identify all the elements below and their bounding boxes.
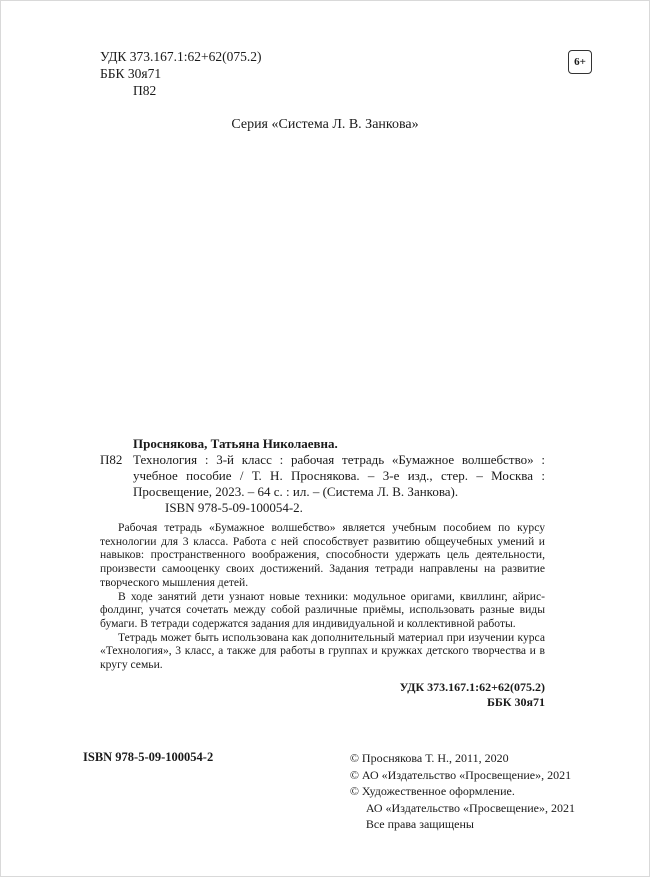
copyright-line: © АО «Издательство «Просвещение», 2021 (349, 767, 572, 782)
copyright-line: © Проснякова Т. Н., 2011, 2020 (349, 751, 509, 765)
bbk-code-bottom: ББК 30я71 (486, 694, 545, 709)
copyright-block (350, 750, 575, 833)
bibliographic-description: Технология : 3-й класс : рабочая тетрадь «Бумажное волшебство» : учебное пособие / Т. Н. Проснякова. – 3-е изд., стер. – Москва : Просвещение, 2023. – 64 с. : ил. – (Система Л. В. Занкова). (133, 452, 545, 499)
isbn-footer: ISBN 978-5-09-100054-2 (83, 750, 214, 764)
annotation-paragraph: Тетрадь может быть использована как дополнительный материал при изучении курса «Технология», 3 класс, а также для работы в группах и кружках детского творчества и в кругу семьи. (100, 630, 545, 672)
annotation-paragraph: В ходе занятий дети узнают новые техники: модульное оригами, квиллинг, айрис-фолдинг, учатся сочетать между собой различные приёмы, использовать разные виды бумаги. В тетради содержатся задания для индивидуальной и коллективной работы. (100, 589, 545, 630)
udk-code-top: УДК 373.167.1:62+62(075.2) (100, 49, 262, 64)
catalog-code: П82 (100, 452, 123, 467)
catalog-entry (100, 452, 545, 500)
age-rating-label: 6+ (574, 56, 586, 68)
author-line: Проснякова, Татьяна Николаевна. (133, 436, 338, 451)
cataloging-block (100, 436, 545, 516)
series-title: Серия «Система Л. В. Занкова» (231, 117, 419, 132)
age-rating-badge (568, 50, 592, 74)
imprint-footer (0, 750, 650, 833)
copyright-line: © Художественное оформление. (349, 784, 515, 798)
bbk-code-top: ББК 30я71 (100, 66, 162, 81)
annotation-block (100, 521, 545, 710)
classification-codes-bottom (100, 680, 545, 710)
top-codes-row (0, 0, 650, 99)
udk-code-bottom: УДК 373.167.1:62+62(075.2) (399, 679, 545, 694)
copyright-line: Все права защищены (365, 817, 474, 831)
classification-codes (100, 48, 262, 99)
isbn-catalog-line: ISBN 978-5-09-100054-2. (165, 500, 303, 515)
book-code-top: П82 (133, 83, 157, 98)
annotation-paragraph: Рабочая тетрадь «Бумажное волшебство» является учебным пособием по курсу технологии для 3 класса. Работа с ней способствует развитию общеучебных умений и навыков: пространственного воображения, способности удержать цель деятельности, произвести самооценку своих достижений. Задания тетради направлены на развитие творческого мышления детей. (100, 521, 545, 589)
copyright-line: АО «Издательство «Просвещение», 2021 (365, 800, 575, 815)
